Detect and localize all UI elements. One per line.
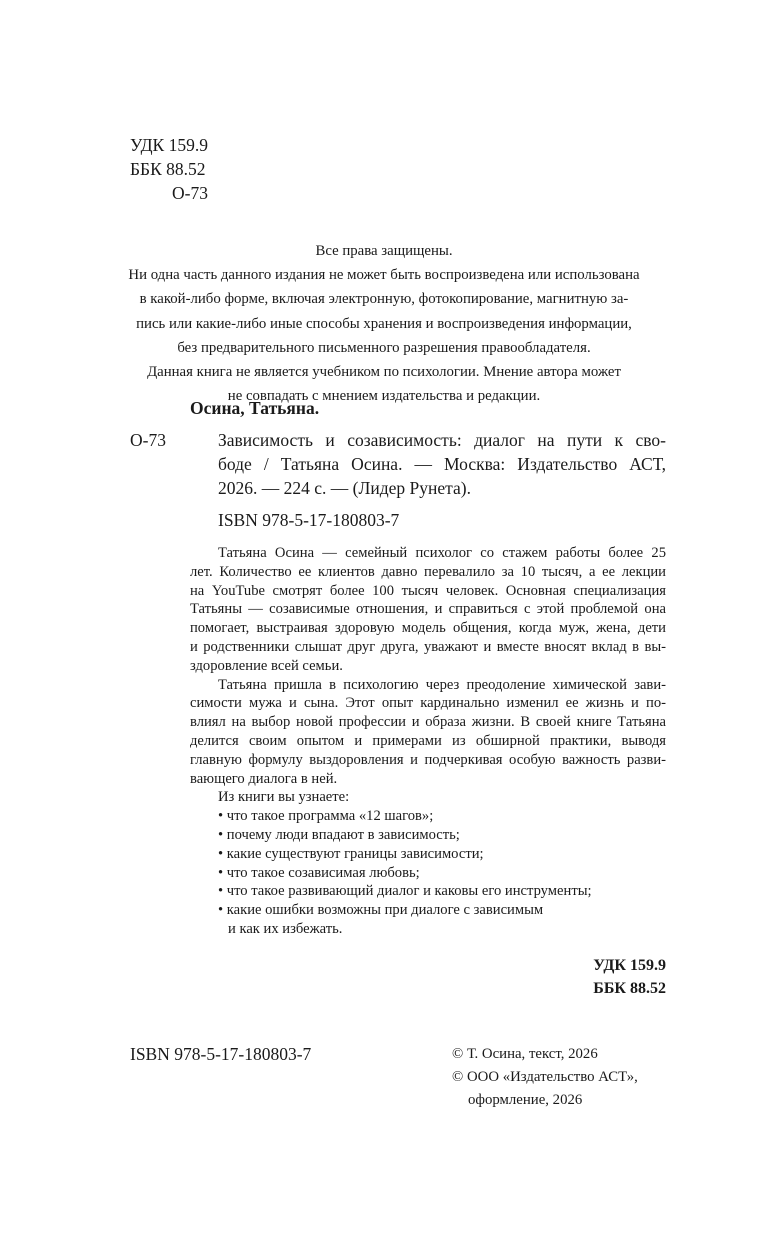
bib-author: Осина, Татьяна.	[190, 398, 320, 418]
bib-title-line: Зависимость и созависимость: диалог на пути к сво-	[218, 430, 666, 450]
text-line: Татьяны — созависимые отношения, и справиться с этой проблемой она	[190, 601, 666, 618]
list-item: • что такое созависимая любовь;	[218, 864, 420, 881]
rights-line: не совпадать с мнением издательства и редакции.	[227, 388, 541, 405]
text-line: помогает, выстраивая здоровую модель общения, когда муж, жена, дети	[190, 620, 666, 637]
list-item: и как их избежать.	[228, 920, 343, 937]
text-line: на YouTube смотрят более 100 тысяч человек. Основная специализация	[190, 582, 666, 599]
rights-line: в какой-либо форме, включая электронную, фотокопирование, магнитную за-	[139, 291, 629, 308]
rights-line: Ни одна часть данного издания не может быть воспроизведена или использована	[128, 267, 640, 284]
top-index	[130, 133, 208, 205]
rights-notice	[104, 239, 664, 408]
text-line: главную формулу выздоровления и подчеркивая особую важность разви-	[190, 751, 666, 768]
text-line: Татьяна Осина — семейный психолог со стажем работы более 25	[218, 545, 666, 561]
rights-line: пись или какие-либо иные способы хранения и воспроизведения информации,	[136, 315, 632, 332]
text-line: влиял на выбор новой профессии и образа жизни. В своей книге Татьяна	[190, 714, 666, 731]
text-line: делится своим опытом и примерами из обширной практики, выводя	[190, 732, 666, 749]
copyright-line: © ООО «Издательство АСТ»,	[452, 1069, 638, 1085]
topic-list	[190, 807, 666, 939]
bib-title-line: 2026. — 224 с. — (Лидер Рунета).	[218, 478, 471, 498]
text-line: Татьяна пришла в психологию через преодоление химической зави-	[218, 676, 666, 693]
bib-title-line: боде / Татьяна Осина. — Москва: Издательство АСТ,	[218, 454, 666, 474]
rights-line: Данная книга не является учебником по психологии. Мнение автора может	[147, 364, 621, 381]
list-item: • какие существуют границы зависимости;	[218, 845, 484, 862]
list-item: • что такое программа «12 шагов»;	[218, 808, 434, 825]
list-intro: Из книги вы узнаете:	[218, 789, 350, 806]
bottom-index	[593, 954, 666, 1000]
bib-isbn: ISBN 978-5-17-180803-7	[218, 510, 400, 530]
text-line: вающего диалога в ней.	[190, 770, 338, 787]
copyright-line: © Т. Осина, текст, 2026	[452, 1046, 598, 1062]
annotation	[190, 544, 666, 939]
annotation-paragraph-2	[190, 676, 666, 789]
bib-sign: О-73	[130, 430, 166, 450]
bbk: ББК 88.52	[593, 980, 666, 997]
udk: УДК 159.9	[593, 957, 666, 974]
bbk: ББК 88.52	[130, 159, 206, 179]
text-line: лет. Количество ее клиентов давно перевалило за 10 тысяч, а ее лекции	[190, 563, 666, 580]
udk: УДК 159.9	[130, 135, 208, 155]
list-item: • какие ошибки возможны при диалоге с зависимым	[218, 902, 544, 919]
list-item: • что такое развивающий диалог и каковы его инструменты;	[218, 883, 592, 900]
text-line: и родственники слышат друг друга, уважают и вместе вносят вклад в вы-	[190, 638, 666, 655]
author-sign: О-73	[172, 183, 208, 203]
rights-line: Все права защищены.	[315, 243, 453, 259]
text-line: здоровление всей семьи.	[190, 657, 343, 674]
rights-line: без предварительного письменного разрешения правообладателя.	[177, 339, 591, 356]
footer-isbn: ISBN 978-5-17-180803-7	[130, 1044, 312, 1064]
annotation-paragraph-1	[190, 544, 666, 676]
bib-title	[218, 428, 666, 532]
text-line: симости мужа и сына. Этот опыт кардинально изменил ее жизнь и по-	[190, 695, 666, 712]
copyright-line: оформление, 2026	[468, 1092, 583, 1108]
copyright	[452, 1043, 638, 1112]
list-item: • почему люди впадают в зависимость;	[218, 826, 460, 843]
